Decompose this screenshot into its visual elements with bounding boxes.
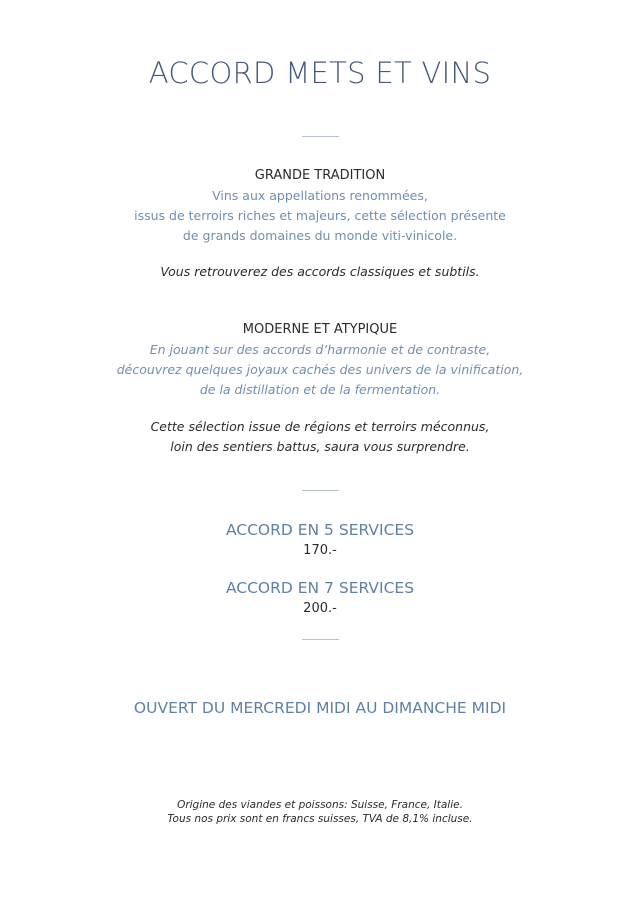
description-line: de grands domaines du monde viti-vinicole. — [182, 228, 458, 243]
section-description — [0, 340, 640, 400]
footer-notes — [0, 798, 640, 826]
service-price: 170.- — [303, 543, 337, 558]
note-line: Cette sélection issue de régions et terroirs méconnus, — [150, 419, 490, 434]
section-note — [0, 417, 640, 457]
service-offer — [0, 519, 640, 561]
divider — [302, 639, 339, 640]
divider — [302, 490, 339, 491]
description-line: découvrez quelques joyaux cachés des univers de la vinification, — [116, 362, 524, 377]
divider — [302, 136, 339, 137]
description-line: Vins aux appellations renommées, — [212, 188, 428, 203]
section-grande-tradition — [0, 166, 640, 246]
section-heading: GRANDE TRADITION — [254, 168, 386, 183]
section-heading: MODERNE ET ATYPIQUE — [242, 322, 398, 337]
footer-line: Tous nos prix sont en francs suisses, TVA de 8,1% incluse. — [167, 813, 473, 825]
service-label: ACCORD EN 7 SERVICES — [225, 579, 415, 597]
description-line: de la distillation et de la fermentation. — [199, 382, 441, 397]
section-moderne-atypique — [0, 320, 640, 400]
description-line: issus de terroirs riches et majeurs, cette sélection présente — [134, 208, 506, 223]
service-label: ACCORD EN 5 SERVICES — [225, 521, 415, 539]
description-line: En jouant sur des accords d’harmonie et de contraste, — [149, 342, 491, 357]
page-title: ACCORD METS ET VINS — [148, 56, 492, 90]
section-note: Vous retrouverez des accords classiques et subtils. — [160, 264, 480, 279]
opening-hours: OUVERT DU MERCREDI MIDI AU DIMANCHE MIDI — [133, 699, 507, 717]
footer-line: Origine des viandes et poissons: Suisse, France, Italie. — [177, 799, 463, 811]
note-line: loin des sentiers battus, saura vous surprendre. — [170, 439, 470, 454]
service-offer — [0, 577, 640, 619]
service-price: 200.- — [303, 601, 337, 616]
section-description — [0, 186, 640, 246]
